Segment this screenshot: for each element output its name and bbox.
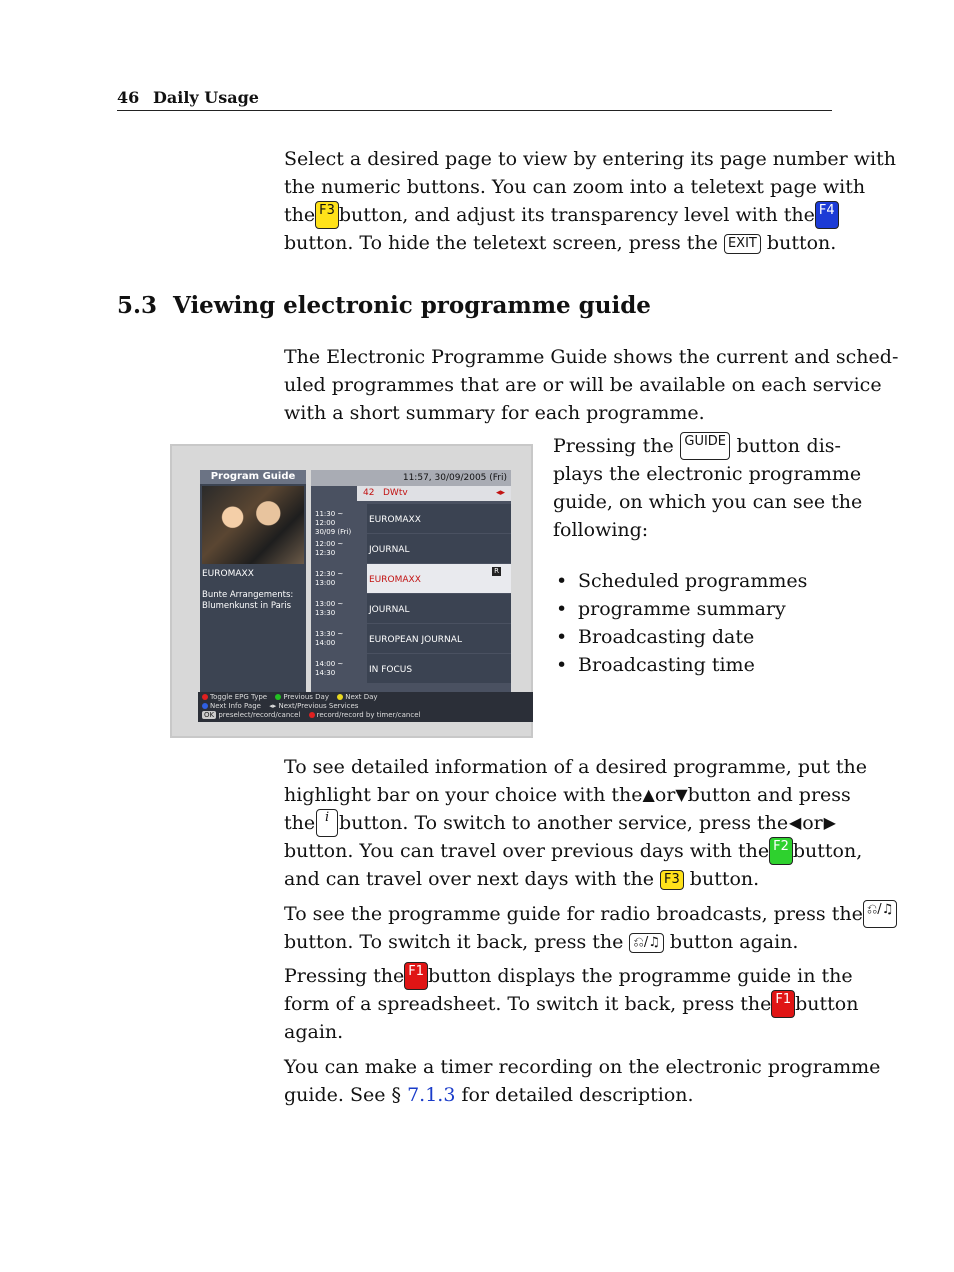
tv-radio-key: ⎌/♫ xyxy=(863,900,897,928)
text-line: The Electronic Programme Guide shows the current and sched- xyxy=(284,346,899,368)
row-time: 12:30 ~ 13:00 xyxy=(315,570,344,587)
left-arrow-icon: ◀ xyxy=(789,813,802,832)
epg-screenshot xyxy=(170,444,533,738)
summary-line: Bunte Arrangements: xyxy=(202,590,294,600)
running-header xyxy=(117,86,832,111)
text-line: guide, on which you can see the xyxy=(553,491,863,513)
text-line: with a short summary for each programme. xyxy=(284,402,705,424)
programme-row-selected xyxy=(311,564,511,593)
panel-title: Program Guide xyxy=(200,470,306,484)
row-time: 13:30 ~ 14:00 xyxy=(315,630,344,647)
teletext-paragraph xyxy=(284,145,896,257)
service-arrows-icon: ◂▸ xyxy=(495,488,505,498)
section-heading xyxy=(117,292,651,319)
grid-datetime: 11:57, 30/09/2005 (Fri) xyxy=(311,470,511,486)
right-arrow-icon: ▶ xyxy=(823,813,836,832)
text-line: To see the programme guide for radio broadcasts, press the ⎌/♫ xyxy=(284,900,836,928)
text-fragment: button, and adjust its transparency level with the xyxy=(338,204,815,226)
programme-row xyxy=(311,504,511,536)
text-line: button. To switch it back, press the ⎌/♫ button again. xyxy=(284,931,799,953)
text-line xyxy=(284,201,836,229)
text-line: You can make a timer recording on the electronic programme xyxy=(284,1056,881,1078)
text-line: To see detailed information of a desired programme, put the xyxy=(284,756,868,778)
f1-key: F1 xyxy=(404,962,428,990)
text-line: Pressing the GUIDE button dis- xyxy=(553,432,841,460)
programme-row xyxy=(311,534,511,563)
section-number: 5.3 xyxy=(117,292,158,319)
service-name: DWtv xyxy=(383,488,408,498)
radio-paragraph xyxy=(284,900,894,956)
down-arrow-icon: ▼ xyxy=(675,785,688,804)
section-link[interactable]: 7.1.3 xyxy=(407,1084,456,1106)
channel-name: EUROMAXX xyxy=(202,569,254,579)
yellow-dot-icon xyxy=(337,694,343,700)
f4-key: F4 xyxy=(815,201,839,229)
spreadsheet-paragraph xyxy=(284,962,859,1046)
arrows-icon: ◂▸ xyxy=(269,702,277,710)
section-title: Viewing electronic programme guide xyxy=(173,292,651,319)
summary-line: Blumenkunst in Paris xyxy=(202,601,292,611)
row-title: JOURNAL xyxy=(367,594,511,623)
details-paragraph xyxy=(284,753,868,893)
guide-key: GUIDE xyxy=(680,432,730,460)
text-line: Pressing the F1 button displays the programme guide in the xyxy=(284,962,836,990)
row-title: EUROMAXX xyxy=(367,504,511,533)
text-line: the i button. To switch to another service, press the ◀ or ▶ xyxy=(284,809,836,837)
text-line: the numeric buttons. You can zoom into a teletext page with xyxy=(284,176,866,198)
service-bar xyxy=(357,486,511,501)
list-item: • Broadcasting date xyxy=(556,623,807,651)
text-line: guide. See § 7.1.3 for detailed description. xyxy=(284,1084,694,1106)
timer-paragraph xyxy=(284,1053,881,1109)
programme-row xyxy=(311,654,511,683)
programme-grid xyxy=(311,470,511,692)
epg-footer: Toggle EPG Type Previous Day Next Day Next Info Page ◂▸ Next/Previous Services OK preselect/record/cancel record/record by timer/cancel xyxy=(198,692,533,722)
text-line: Select a desired page to view by entering its page number with xyxy=(284,148,896,170)
green-dot-icon xyxy=(275,694,281,700)
header-section: Daily Usage xyxy=(153,88,259,107)
row-title: EUROPEAN JOURNAL xyxy=(367,624,511,653)
row-time: 12:00 ~ 12:30 xyxy=(315,540,344,557)
guide-side-text xyxy=(553,432,863,544)
page-number: 46 xyxy=(117,88,140,107)
text-fragment: button. xyxy=(766,232,837,254)
row-time: 14:00 ~ 14:30 xyxy=(315,660,344,677)
text-line: highlight bar on your choice with the ▲ or ▼ button and press xyxy=(284,781,836,809)
f1-key: F1 xyxy=(771,990,795,1018)
text-line: again. xyxy=(284,1021,344,1043)
record-dot-icon xyxy=(309,712,315,718)
programme-row xyxy=(311,594,511,623)
text-line: and can travel over next days with the F3 button. xyxy=(284,868,760,890)
record-badge-icon: R xyxy=(492,567,501,576)
up-arrow-icon: ▲ xyxy=(642,785,655,804)
text-fragment: the xyxy=(284,204,316,226)
programme-summary xyxy=(202,590,306,612)
list-item: • Scheduled programmes xyxy=(556,567,807,595)
text-line: uled programmes that are or will be available on each service xyxy=(284,374,882,396)
info-panel xyxy=(200,470,306,692)
list-item: • programme summary xyxy=(556,595,807,623)
text-fragment: button. To hide the teletext screen, press the xyxy=(284,232,718,254)
text-line: following: xyxy=(553,519,649,541)
row-time: 13:00 ~ 13:30 xyxy=(315,600,344,617)
text-line: button. You can travel over previous days with the F2 button, xyxy=(284,837,836,865)
ok-badge-icon: OK xyxy=(204,711,215,719)
row-title: EUROMAXX xyxy=(367,564,511,593)
row-time: 11:30 ~ 12:00 30/09 (Fri) xyxy=(315,510,352,536)
f3-key: F3 xyxy=(660,870,684,890)
text-line: plays the electronic programme xyxy=(553,463,862,485)
service-number: 42 xyxy=(363,488,375,498)
f2-key: F2 xyxy=(769,837,793,865)
red-dot-icon xyxy=(202,694,208,700)
list-item: • Broadcasting time xyxy=(556,651,807,679)
info-key: i xyxy=(316,809,338,837)
row-title: IN FOCUS xyxy=(367,654,511,683)
text-line: form of a spreadsheet. To switch it back, press the F1 button xyxy=(284,990,836,1018)
exit-key: EXIT xyxy=(724,234,761,254)
blue-dot-icon xyxy=(202,703,208,709)
row-title: JOURNAL xyxy=(367,534,511,563)
tv-radio-key: ⎌/♫ xyxy=(629,933,663,953)
video-thumbnail xyxy=(202,486,304,564)
text-line xyxy=(284,229,836,257)
programme-row xyxy=(311,624,511,653)
feature-list xyxy=(556,567,807,679)
f3-key: F3 xyxy=(315,201,339,229)
epg-intro-paragraph xyxy=(284,343,899,427)
